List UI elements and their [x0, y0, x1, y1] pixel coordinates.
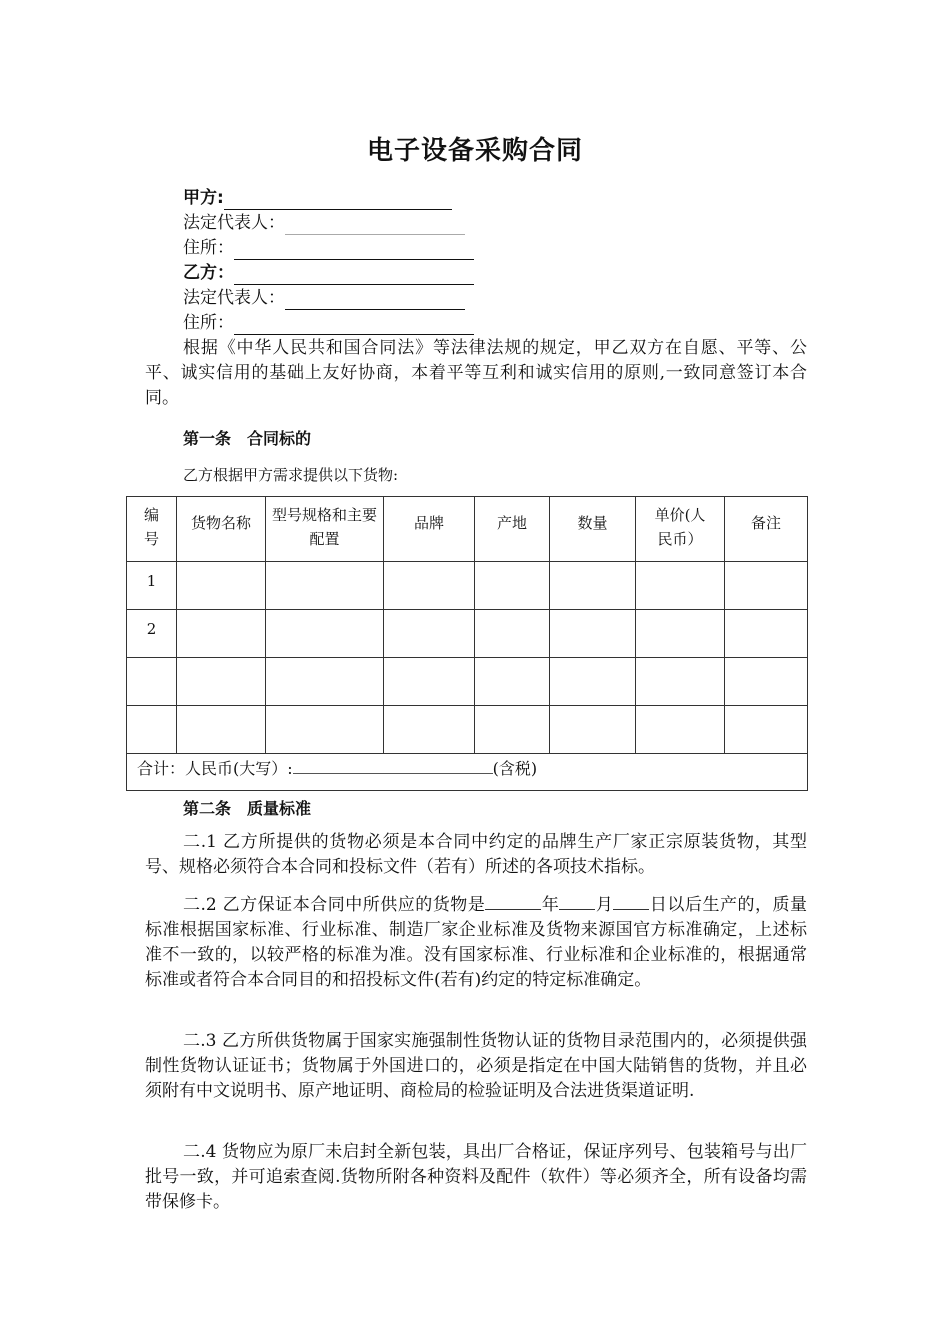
party-b-address-label: 住所：: [183, 313, 234, 333]
cell-model-spec[interactable]: [266, 706, 384, 754]
cell-model-spec[interactable]: [266, 610, 384, 658]
cell-quantity[interactable]: [550, 706, 636, 754]
year-field[interactable]: [485, 895, 541, 910]
total-suffix: (含税): [492, 759, 538, 778]
party-a-line: [183, 186, 452, 210]
party-b-label: 乙方：: [183, 263, 234, 283]
party-a-rep-line: [183, 211, 465, 235]
party-b-field[interactable]: [234, 266, 474, 285]
cell-number[interactable]: 1: [127, 562, 177, 610]
cell-origin[interactable]: [475, 706, 550, 754]
table-row: [127, 562, 808, 610]
party-b-line: [183, 261, 474, 285]
cell-number[interactable]: 2: [127, 610, 177, 658]
header-quantity: 数量: [550, 497, 636, 562]
total-amount-field[interactable]: [293, 759, 493, 774]
cell-quantity[interactable]: [550, 562, 636, 610]
header-goods-name: 货物名称: [177, 497, 266, 562]
cell-remarks[interactable]: [725, 562, 808, 610]
cell-remarks[interactable]: [725, 658, 808, 706]
party-b-address-field[interactable]: [234, 316, 474, 335]
table-header-row: [127, 497, 808, 562]
cell-goods-name[interactable]: [177, 658, 266, 706]
article-1-heading: 第一条 合同标的: [183, 429, 312, 448]
article-1-intro: 乙方根据甲方需求提供以下货物:: [183, 466, 399, 484]
cell-remarks[interactable]: [725, 706, 808, 754]
total-prefix: 合计：人民币(大写）:: [137, 759, 293, 778]
article-2-heading: 第二条 质量标准: [183, 799, 312, 818]
table-total-row: [127, 754, 808, 791]
clause-2-2-suffix: 日以后生产的，质量标准根据国家标准、行业标准、制造厂家企业标准及货物来源国官方标准确定，上述标准不一致的，以较严格的标准为准。没有国家标准、行业标准和企业标准的，根据通常标准或者符合本合同目的和招投标文件(若有)约定的特定标准确定。: [145, 895, 808, 990]
party-a-field[interactable]: [224, 191, 452, 210]
clause-2-3: 二.3 乙方所供货物属于国家实施强制性货物认证的货物目录范围内的，必须提供强制性货物认证证书；货物属于外国进口的，必须是指定在中国大陆销售的货物，并且必须附有中文说明书、原产地证明、商检局的检验证明及合法进货渠道证明.: [145, 1031, 807, 1101]
party-a-address-field[interactable]: [234, 241, 474, 260]
cell-quantity[interactable]: [550, 658, 636, 706]
party-b-rep-label: 法定代表人：: [183, 288, 285, 308]
cell-brand[interactable]: [384, 562, 475, 610]
header-remarks: 备注: [725, 497, 808, 562]
cell-unit-price[interactable]: [636, 610, 725, 658]
document-title: 电子设备采购合同: [366, 136, 583, 166]
cell-origin[interactable]: [475, 562, 550, 610]
table-row: [127, 610, 808, 658]
party-b-address-line: [183, 311, 474, 335]
cell-unit-price[interactable]: [636, 706, 725, 754]
cell-unit-price[interactable]: [636, 562, 725, 610]
header-brand: 品牌: [384, 497, 475, 562]
cell-origin[interactable]: [475, 658, 550, 706]
party-a-address-line: [183, 236, 474, 260]
cell-brand[interactable]: [384, 706, 475, 754]
goods-table: [126, 496, 808, 791]
cell-model-spec[interactable]: [266, 562, 384, 610]
cell-quantity[interactable]: [550, 610, 636, 658]
cell-brand[interactable]: [384, 610, 475, 658]
preamble-paragraph: 根据《中华人民共和国合同法》等法律法规的规定，甲乙双方在自愿、平等、公平、诚实信用的基础上友好协商，本着平等互利和诚实信用的原则,一致同意签订本合同。: [145, 338, 807, 408]
cell-origin[interactable]: [475, 610, 550, 658]
table-row: [127, 706, 808, 754]
clause-2-1: 二.1 乙方所提供的货物必须是本合同中约定的品牌生产厂家正宗原装货物，其型号、规格必须符合本合同和投标文件（若有）所述的各项技术指标。: [145, 832, 807, 877]
header-model-spec: 型号规格和主要配置: [266, 497, 384, 562]
cell-remarks[interactable]: [725, 610, 808, 658]
cell-number[interactable]: [127, 658, 177, 706]
party-a-label: 甲方:: [183, 188, 224, 208]
party-a-rep-field[interactable]: [285, 216, 465, 235]
clause-2-2-prefix: 二.2 乙方保证本合同中所供应的货物是: [183, 895, 486, 915]
header-unit-price: 单价(人民币）: [636, 497, 725, 562]
party-a-rep-label: 法定代表人：: [183, 213, 285, 233]
party-b-rep-line: [183, 286, 465, 310]
total-cell: [127, 754, 808, 791]
clause-2-4: 二.4 货物应为原厂未启封全新包装，具出厂合格证，保证序列号、包装箱号与出厂批号一致，并可追索查阅.货物所附各种资料及配件（软件）等必须齐全，所有设备均需带保修卡。: [145, 1142, 807, 1212]
year-label: 年: [541, 895, 560, 915]
month-label: 月: [595, 895, 614, 915]
cell-unit-price[interactable]: [636, 658, 725, 706]
cell-model-spec[interactable]: [266, 658, 384, 706]
header-origin: 产地: [475, 497, 550, 562]
month-field[interactable]: [559, 895, 595, 910]
cell-goods-name[interactable]: [177, 706, 266, 754]
cell-goods-name[interactable]: [177, 610, 266, 658]
day-field[interactable]: [613, 895, 649, 910]
header-number: 编号: [127, 497, 177, 562]
cell-brand[interactable]: [384, 658, 475, 706]
cell-number[interactable]: [127, 706, 177, 754]
table-row: [127, 658, 808, 706]
party-b-rep-field[interactable]: [285, 291, 465, 310]
cell-goods-name[interactable]: [177, 562, 266, 610]
clause-2-2: [145, 893, 807, 993]
party-a-address-label: 住所：: [183, 238, 234, 258]
